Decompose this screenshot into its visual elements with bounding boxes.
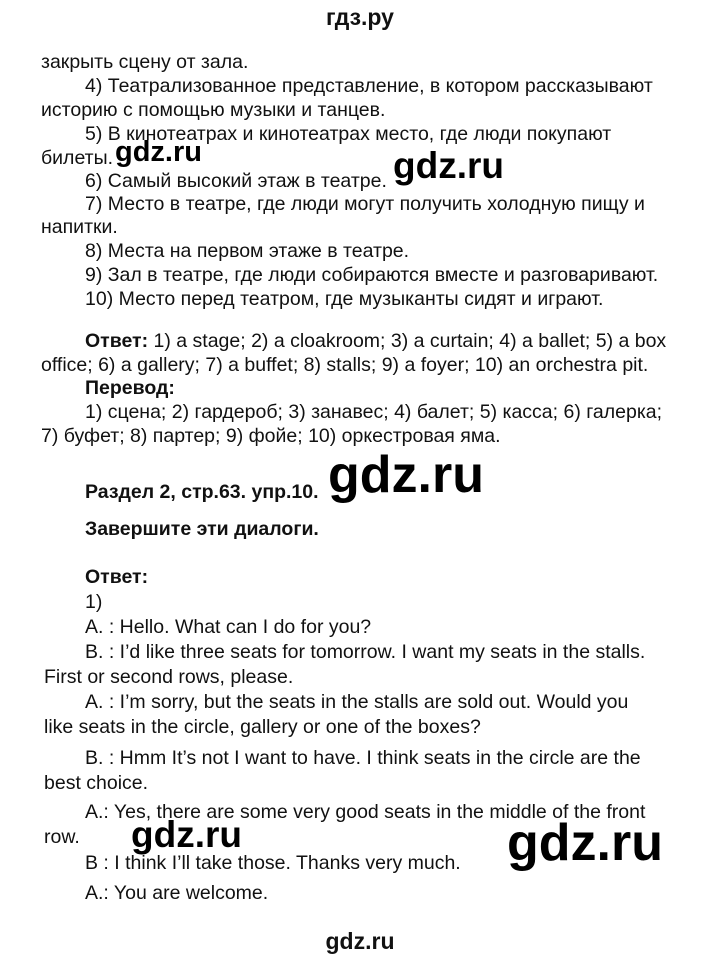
definition-line: 4) Театрализованное представление, в котором рассказывают	[85, 75, 653, 97]
definition-line: 5) В кинотеатрах и кинотеатрах место, где люди покупают	[85, 123, 612, 145]
item-number: 1)	[85, 591, 103, 613]
definition-line: напитки.	[41, 216, 118, 238]
watermark: gdz.ru	[393, 145, 504, 186]
answer-label: Ответ:	[85, 566, 149, 588]
definition-line: 8) Места на первом этаже в театре.	[85, 240, 410, 262]
definition-line: билеты.	[41, 147, 114, 169]
definition-line: историю с помощью музыки и танцев.	[41, 99, 386, 121]
definition-line: 6) Самый высокий этаж в театре.	[85, 170, 387, 192]
translation-label: Перевод:	[85, 377, 175, 399]
watermark: gdz.ru	[507, 814, 663, 872]
dialogue-line: row.	[44, 826, 80, 848]
dialogue-line: First or second rows, please.	[44, 666, 294, 688]
watermark: gdz.ru	[115, 136, 202, 168]
dialogue-line: like seats in the circle, gallery or one of the boxes?	[44, 716, 481, 738]
section-heading: Раздел 2, стр.63. упр.10.	[85, 481, 319, 503]
dialogue-line: B. : Hmm It’s not I want to have. I think seats in the circle are the	[85, 747, 641, 769]
definition-line: 10) Место перед театром, где музыканты сидят и играют.	[85, 288, 604, 310]
dialogue-line: A. : I’m sorry, but the seats in the stalls are sold out. Would you	[85, 691, 629, 713]
translation-line: 7) буфет; 8) партер; 9) фойе; 10) оркестровая яма.	[41, 425, 501, 447]
dialogue-line: A.: Yes, there are some very good seats in the middle of the front	[85, 801, 646, 823]
definition-line: закрыть сцену от зала.	[41, 51, 249, 73]
answer-line	[85, 330, 666, 352]
dialogue-line: B : I think I’ll take those. Thanks very much.	[85, 852, 461, 874]
watermark: gdz.ru	[328, 446, 484, 504]
dialogue-line: A. : Hello. What can I do for you?	[85, 616, 372, 638]
task-instruction: Завершите эти диалоги.	[85, 518, 319, 540]
header-site-name: гдз.ру	[326, 4, 394, 30]
footer-site-name: gdz.ru	[325, 928, 395, 954]
dialogue-line: best choice.	[44, 772, 149, 794]
dialogue-line: B. : I’d like three seats for tomorrow. I want my seats in the stalls.	[85, 641, 646, 663]
dialogue-line: A.: You are welcome.	[85, 882, 269, 904]
definition-line: 7) Место в театре, где люди могут получить холодную пищу и	[85, 193, 645, 215]
answer-text: 1) a stage; 2) a cloakroom; 3) a curtain; 4) a ballet; 5) a box	[148, 330, 667, 352]
definition-line: 9) Зал в театре, где люди собираются вместе и разговаривают.	[85, 264, 659, 286]
translation-line: 1) сцена; 2) гардероб; 3) занавес; 4) балет; 5) касса; 6) галерка;	[85, 401, 663, 423]
answer-line: office; 6) a gallery; 7) a buffet; 8) stalls; 9) a foyer; 10) an orchestra pit.	[41, 354, 649, 376]
answer-label: Ответ:	[85, 330, 149, 352]
watermark: gdz.ru	[131, 814, 242, 855]
